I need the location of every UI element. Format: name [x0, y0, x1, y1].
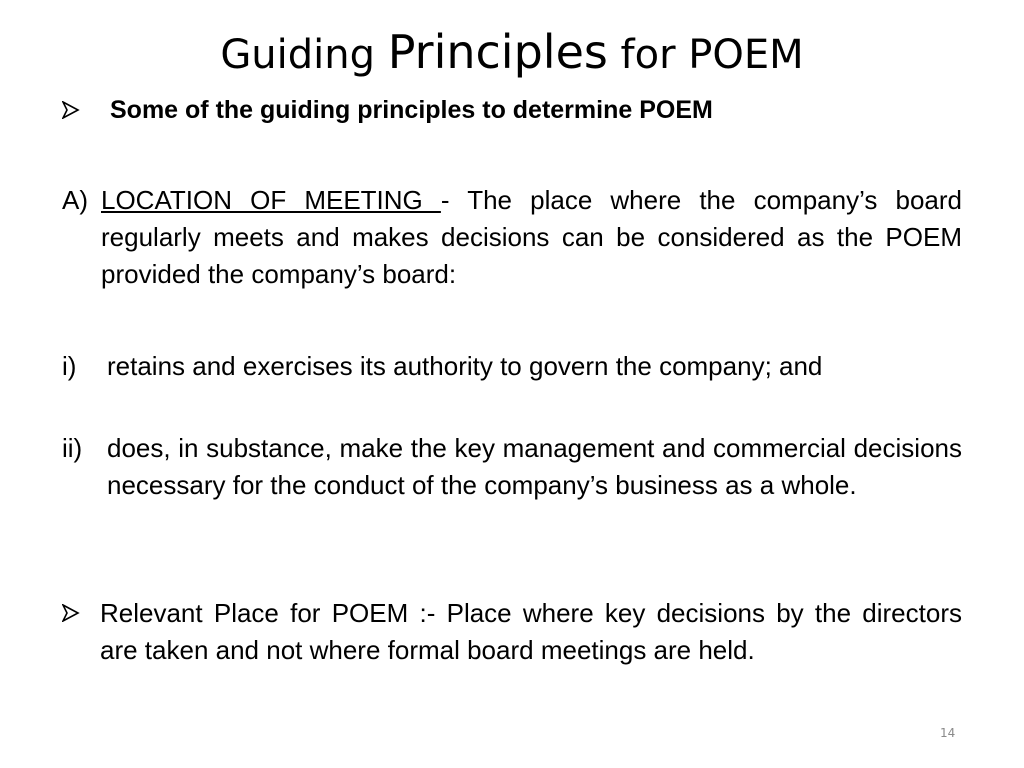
- principle-a-text: - The place where the company’s board regularly meets and makes decisions can be considered as the POEM provided the company’s board:: [101, 185, 963, 289]
- principle-a: [62, 182, 962, 293]
- principle-a-heading: LOCATION OF MEETING: [101, 185, 441, 215]
- subheading-bullet: [62, 92, 110, 130]
- condition-ii: [62, 430, 962, 504]
- condition-i: [62, 348, 962, 385]
- condition-ii-marker: ii): [62, 433, 83, 463]
- relevant-place: [62, 595, 962, 669]
- title-part-for-poem: for POEM: [607, 32, 804, 78]
- arrow-bullet-icon: [62, 101, 80, 119]
- arrow-bullet-icon: [62, 604, 80, 622]
- subheading-text: Some of the guiding principles to determine POEM: [110, 96, 713, 124]
- subheading: [62, 92, 962, 130]
- title-part-principles: Principles: [387, 25, 608, 79]
- principle-a-content: [101, 182, 962, 293]
- condition-i-marker: i): [62, 351, 77, 381]
- slide-number: 14: [940, 726, 956, 740]
- slide-title: [0, 22, 1024, 85]
- condition-ii-text: does, in substance, make the key management and commercial decisions necessary for the conduct of the company’s business as a whole.: [107, 433, 962, 500]
- relevant-place-bullet: [62, 595, 100, 632]
- principle-a-marker: A): [62, 185, 88, 215]
- title-part-guiding: Guiding: [220, 32, 388, 78]
- relevant-place-text: Relevant Place for POEM :- Place where key decisions by the directors are taken and not where formal board meetings are held.: [100, 598, 962, 665]
- condition-i-text: retains and exercises its authority to govern the company; and: [107, 351, 823, 381]
